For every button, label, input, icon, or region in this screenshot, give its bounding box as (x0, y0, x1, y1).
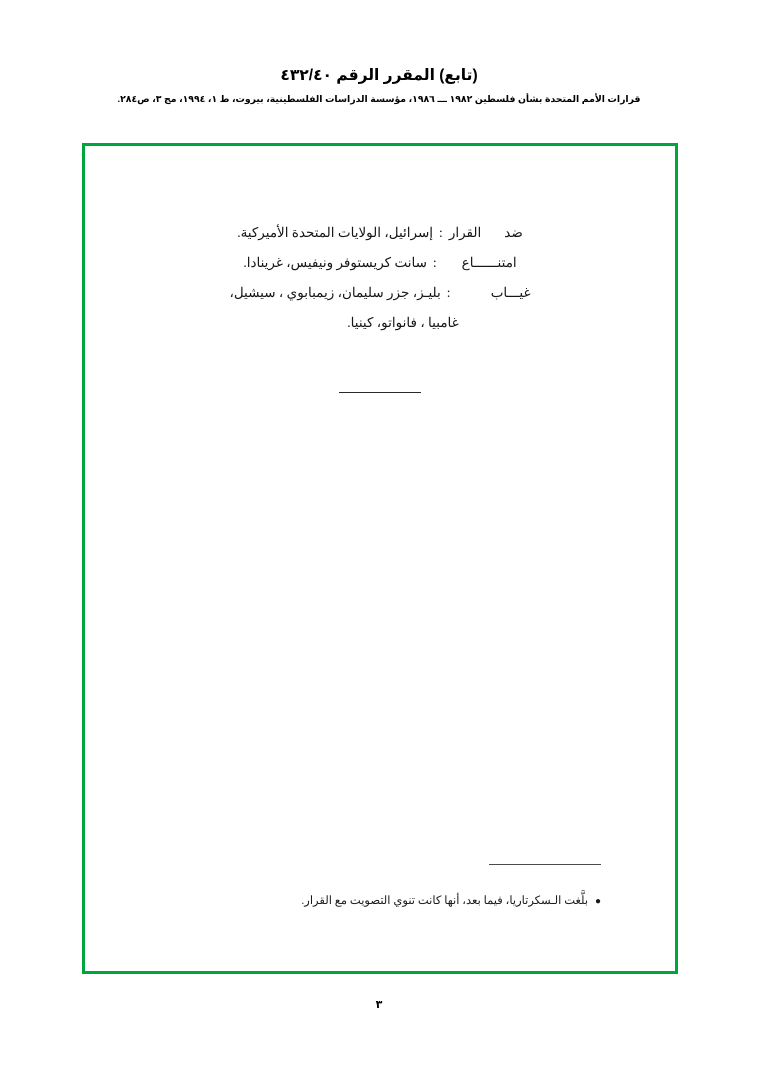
content-frame (82, 143, 678, 974)
vote-value-absent-continued: غامبيا ، فانواتو، كينيا. (347, 315, 459, 330)
vote-value-abstain: سانت كريستوفر ونيفيس، غرينادا. (243, 255, 427, 270)
vote-label-absent: غيـــاب (490, 285, 531, 300)
source-citation: قرارات الأمم المتحدة بشأن فلسطين ١٩٨٢ ـــ ١٩٨٦، مؤسسة الدراسات الفلسطينية، بيروت، ط ١، ١٩٩٤، مج ٣، ص٢٨٤. (117, 94, 641, 104)
vote-row-absent (85, 278, 675, 308)
vote-label-abstain: امتنــــــاع (461, 255, 517, 270)
vote-label-against: ضد القرار (448, 225, 523, 240)
page-header (0, 66, 758, 105)
page-number: ٣ (375, 999, 383, 1011)
page-title: (تابع) المقرر الرقم ٤٣٢/٤٠ (280, 67, 478, 84)
vote-results-block (85, 218, 675, 338)
vote-row-abstain (85, 248, 675, 278)
vote-row-absent-continued (85, 308, 675, 338)
footnote (301, 893, 601, 907)
section-divider (339, 392, 421, 393)
vote-value-absent: بليـز، جزر سليمان، زيمبابوي ، سيشيل، (229, 285, 441, 300)
vote-colon-abstain: : (432, 255, 437, 270)
vote-colon-against: : (439, 225, 443, 240)
footnote-text: بلَّغت الـسكرتاريا، فيما بعد، أنها كانت تنوي التصويت مع القرار. (301, 895, 589, 907)
vote-value-against: إسرائيل، الولايات المتحدة الأميركية. (237, 225, 434, 240)
footnote-bullet-icon: ● (594, 895, 601, 907)
vote-colon-absent: : (446, 285, 451, 300)
footnote-divider (489, 864, 601, 865)
vote-row-against (85, 218, 675, 248)
